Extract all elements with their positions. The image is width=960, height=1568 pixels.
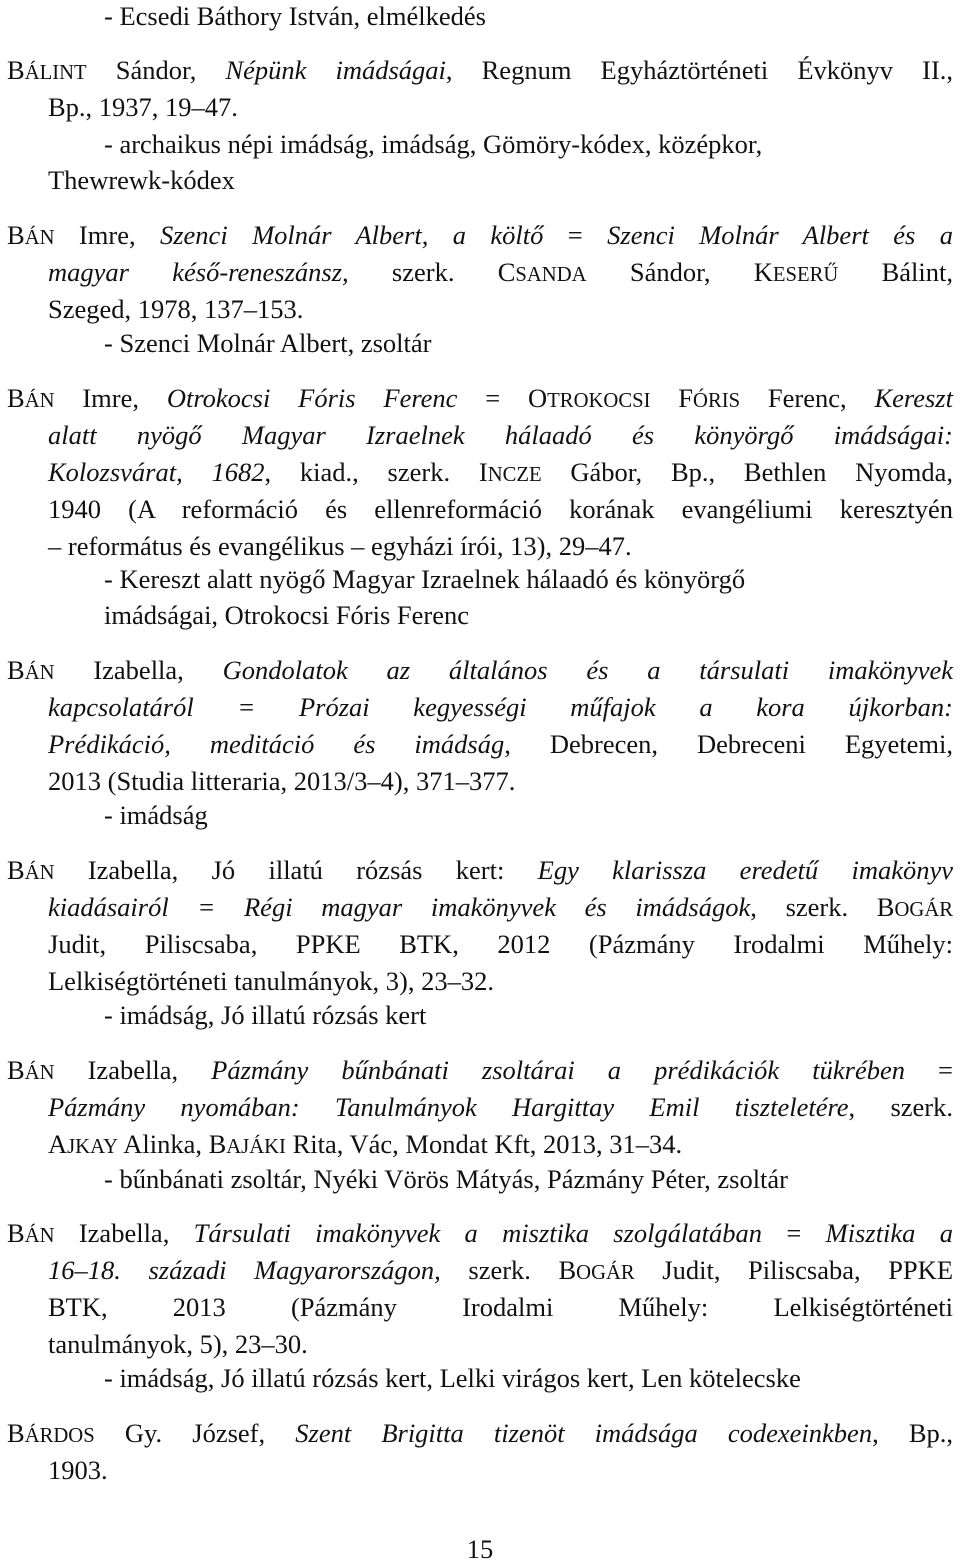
- bibliography-entry: [7, 52, 953, 126]
- keyword-line: - imádság, Jó illatú rózsás kert, Lelki virágos kert, Len kötelecske: [104, 1363, 801, 1393]
- bibliography-entry: [7, 217, 953, 328]
- entry-line: Bp., 1937, 19–47.: [48, 92, 238, 122]
- bibliography-entry: [7, 1052, 953, 1163]
- entry-line: 16–18. századi Magyarországon, szerk. BOGÁR Judit, Piliscsaba, PPKE: [48, 1255, 953, 1285]
- entry-line: 1940 (A reformáció és ellenreformáció korának evangéliumi keresztyén: [48, 494, 953, 524]
- entry-line: BÁN Izabella, Jó illatú rózsás kert: Egy klarissza eredetű imakönyv: [7, 855, 953, 885]
- keyword-line: - Kereszt alatt nyögő Magyar Izraelnek hálaadó és könyörgő: [104, 564, 746, 594]
- entry-line: kapcsolatáról = Prózai kegyességi műfajok a kora újkorban:: [48, 692, 953, 722]
- keyword-line: - Szenci Molnár Albert, zsoltár: [104, 328, 432, 358]
- entry-line: – református és evangélikus – egyházi írói, 13), 29–47.: [48, 531, 632, 561]
- entry-line: BÁRDOS Gy. József, Szent Brigitta tizenöt imádsága codexeinkben, Bp.,: [7, 1418, 953, 1448]
- entry-line: BÁN Imre, Otrokocsi Fóris Ferenc = OTROKOCSI FÓRIS Ferenc, Kereszt: [7, 383, 953, 413]
- entry-line: BÁN Izabella, Gondolatok az általános és a társulati imakönyvek: [7, 655, 953, 685]
- entry-line: BTK, 2013 (Pázmány Irodalmi Műhely: Lelkiségtörténeti: [48, 1292, 953, 1322]
- entry-line: 1903.: [48, 1455, 108, 1485]
- entry-line: Szeged, 1978, 137–153.: [48, 294, 304, 324]
- bibliography-entry: [7, 1415, 953, 1489]
- entry-line: kiadásairól = Régi magyar imakönyvek és imádságok, szerk. BOGÁR: [48, 892, 954, 922]
- entry-line: tanulmányok, 5), 23–30.: [48, 1329, 308, 1359]
- keyword-line: imádságai, Otrokocsi Fóris Ferenc: [104, 600, 470, 630]
- entry-line: Prédikáció, meditáció és imádság, Debrecen, Debreceni Egyetemi,: [48, 729, 953, 759]
- entry-line: Judit, Piliscsaba, PPKE BTK, 2012 (Pázmány Irodalmi Műhely:: [48, 929, 953, 959]
- entry-line: BÁN Izabella, Társulati imakönyvek a misztika szolgálatában = Misztika a: [7, 1218, 953, 1248]
- keyword-line: - bűnbánati zsoltár, Nyéki Vörös Mátyás, Pázmány Péter, zsoltár: [104, 1164, 789, 1194]
- entry-line: AJKAY Alinka, BAJÁKI Rita, Vác, Mondat Kft, 2013, 31–34.: [48, 1129, 683, 1159]
- keyword-line: - imádság, Jó illatú rózsás kert: [104, 1000, 427, 1030]
- keyword-line: - Ecsedi Báthory István, elmélkedés: [104, 1, 486, 31]
- entry-line: BÁN Izabella, Pázmány bűnbánati zsoltárai a prédikációk tükrében =: [7, 1055, 953, 1085]
- keyword-line: - imádság: [104, 800, 208, 830]
- bibliography-entry: [7, 852, 953, 1000]
- entry-line: Kolozsvárat, 1682, kiad., szerk. INCZE Gábor, Bp., Bethlen Nyomda,: [48, 457, 953, 487]
- entry-line: magyar késő-reneszánsz, szerk. CSANDA Sándor, KESERŰ Bálint,: [48, 257, 954, 287]
- bibliography-entry: [7, 652, 953, 800]
- keyword-line: Thewrewk-kódex: [48, 165, 235, 195]
- entry-line: 2013 (Studia litteraria, 2013/3–4), 371–377.: [48, 766, 516, 796]
- keyword-line: - archaikus népi imádság, imádság, Gömöry-kódex, középkor,: [104, 129, 763, 159]
- page-number: 15: [466, 1534, 494, 1564]
- bibliography-entry: [7, 1215, 953, 1363]
- entry-line: Lelkiségtörténeti tanulmányok, 3), 23–32.: [48, 966, 494, 996]
- entry-line: BÁLINT Sándor, Népünk imádságai, Regnum Egyháztörténeti Évkönyv II.,: [7, 55, 954, 85]
- bibliography-entry: [7, 380, 953, 565]
- entry-line: alatt nyögő Magyar Izraelnek hálaadó és könyörgő imádságai:: [48, 420, 953, 450]
- entry-line: BÁN Imre, Szenci Molnár Albert, a költő = Szenci Molnár Albert és a: [7, 220, 953, 250]
- entry-line: Pázmány nyomában: Tanulmányok Hargittay Emil tiszteletére, szerk.: [48, 1092, 953, 1122]
